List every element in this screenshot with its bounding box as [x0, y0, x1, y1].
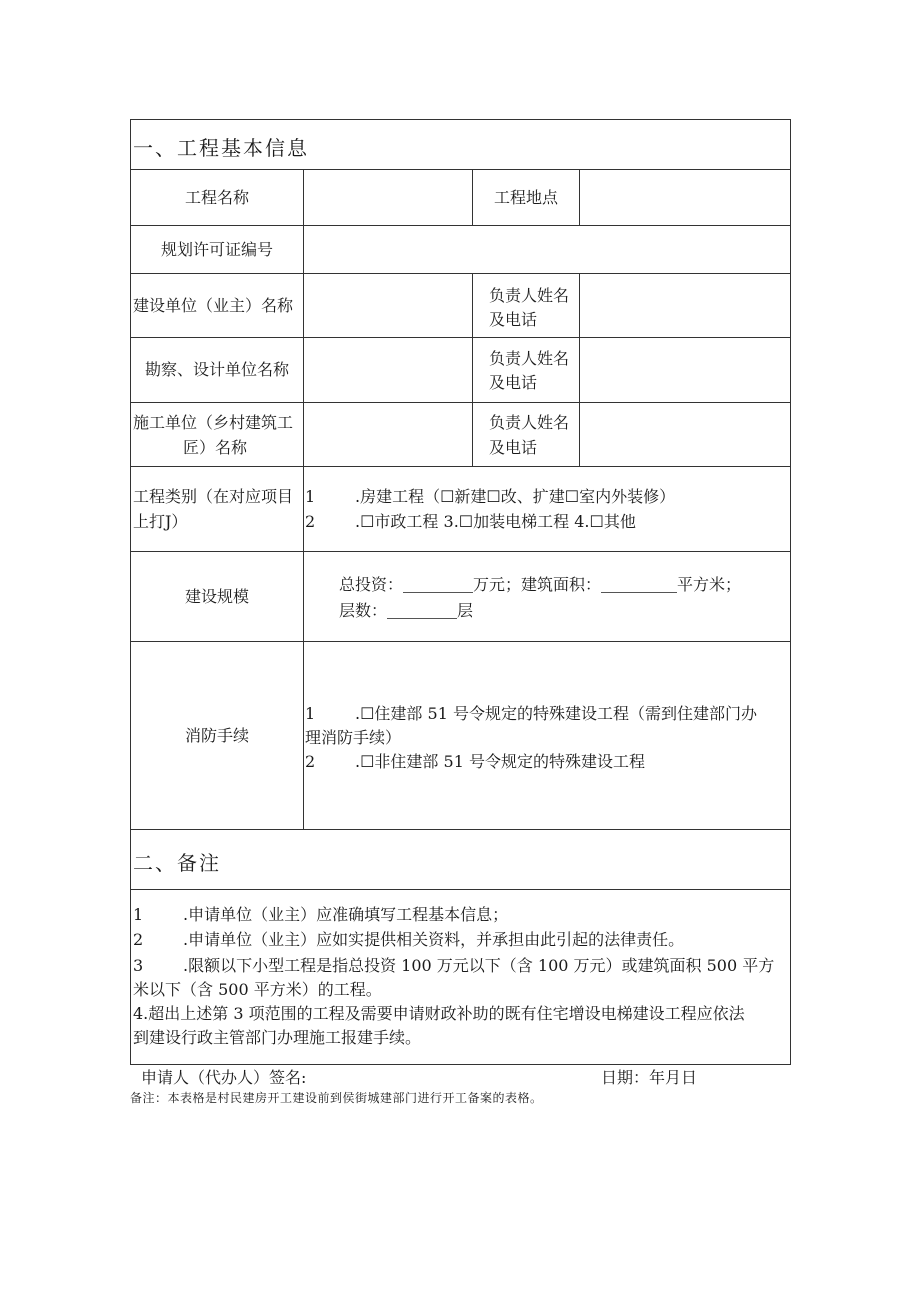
remark-item-3: [133, 954, 774, 978]
option-text: .☐住建部 51 号令规定的特殊建设工程（需到住建部门办: [355, 704, 757, 723]
survey-contact-label: 负责人姓名: [489, 349, 570, 368]
area-blank[interactable]: [601, 578, 677, 593]
construction-contact-field[interactable]: [580, 403, 790, 466]
category-option-2[interactable]: [305, 510, 636, 534]
builder-name-label: 建设单位（业主）名称: [133, 295, 294, 315]
remark-number: 1: [133, 905, 144, 924]
remark-text: .申请单位（业主）应准确填写工程基本信息；: [183, 905, 509, 924]
project-location-label: 工程地点: [493, 187, 558, 207]
col-divider: [472, 273, 473, 466]
registration-form: [130, 119, 791, 1065]
builder-contact-label: 负责人姓名: [489, 286, 570, 305]
investment-label: 总投资：: [339, 575, 404, 594]
fire-procedure-label: 消防手续: [184, 725, 249, 745]
remark-item-4: 4.超出上述第 3 项范围的工程及需要申请财政补助的既有住宅增设电梯建设工程应依法: [133, 1004, 745, 1023]
builder-name-field[interactable]: [304, 274, 472, 337]
planning-permit-field[interactable]: [304, 226, 790, 273]
applicant-signature-label: 申请人（代办人）签名:: [141, 1068, 307, 1087]
remark-number: 2: [133, 930, 144, 949]
option-text: .☐非住建部 51 号令规定的特殊建设工程: [355, 752, 645, 771]
row-divider: [131, 889, 790, 890]
option-number: 1: [305, 704, 316, 723]
builder-contact-label-2: 及电话: [489, 310, 538, 329]
survey-contact-field[interactable]: [580, 338, 790, 402]
remark-text: .限额以下小型工程是指总投资 100 万元以下（含 100 万元）或建筑面积 500 平方: [183, 956, 775, 975]
category-label-2: 上打J）: [133, 512, 188, 531]
section-title-basic-info: 一、工程基本信息: [133, 136, 309, 160]
builder-contact-field[interactable]: [580, 274, 790, 337]
project-name-label: 工程名称: [184, 187, 249, 207]
construction-unit-label: 施工单位（乡村建筑工: [133, 413, 294, 432]
option-number: 1: [305, 487, 316, 506]
option-number: 2: [305, 752, 316, 771]
floors-label: 层数：: [339, 601, 388, 620]
remark-number: 3: [133, 956, 144, 975]
fire-option-1-cont: 理消防手续）: [305, 728, 402, 747]
remark-text: .申请单位（业主）应如实提供相关资料，并承担由此引起的法律责任。: [183, 930, 685, 949]
construction-unit-field[interactable]: [304, 403, 472, 466]
project-name-field[interactable]: [304, 170, 472, 225]
category-option-1[interactable]: [305, 485, 675, 509]
investment-unit: 万元；建筑面积：: [473, 575, 602, 594]
survey-design-field[interactable]: [304, 338, 472, 402]
planning-permit-label: 规划许可证编号: [160, 239, 273, 259]
scale-line-2: [339, 599, 473, 623]
floors-blank[interactable]: [387, 604, 457, 619]
footer-note: 备注：本表格是村民建房开工建设前到侯街城建部门进行开工备案的表格。: [130, 1091, 543, 1105]
fire-option-1[interactable]: [305, 702, 757, 726]
row-divider: [131, 829, 790, 830]
option-text: .☐市政工程 3.☐加装电梯工程 4.☐其他: [355, 512, 636, 531]
remark-item-3-cont: 米以下（含 500 平方米）的工程。: [133, 980, 382, 999]
remark-item-2: [133, 928, 684, 952]
remark-item-1: [133, 903, 508, 927]
section-title-remarks: 二、备注: [133, 851, 221, 875]
construction-unit-label-2: 匠）名称: [183, 438, 248, 457]
scale-line-1: [339, 573, 741, 597]
option-number: 2: [305, 512, 316, 531]
scale-label: 建设规模: [184, 586, 249, 606]
date-label: 日期：年月日: [601, 1068, 698, 1087]
category-label: 工程类别（在对应项目: [133, 487, 294, 506]
survey-contact-label-2: 及电话: [489, 373, 538, 392]
floors-unit: 层: [457, 601, 474, 620]
survey-design-label: 勘察、设计单位名称: [144, 360, 289, 379]
area-unit: 平方米；: [677, 575, 742, 594]
construction-contact-label: 负责人姓名: [489, 413, 570, 432]
project-location-field[interactable]: [580, 170, 790, 225]
fire-option-2[interactable]: [305, 750, 645, 774]
investment-blank[interactable]: [403, 578, 473, 593]
option-text: .房建工程（☐新建☐改、扩建☐室内外装修）: [355, 487, 676, 506]
construction-contact-label-2: 及电话: [489, 438, 538, 457]
remark-item-4-cont: 到建设行政主管部门办理施工报建手续。: [133, 1028, 422, 1047]
row-divider: [131, 466, 790, 467]
